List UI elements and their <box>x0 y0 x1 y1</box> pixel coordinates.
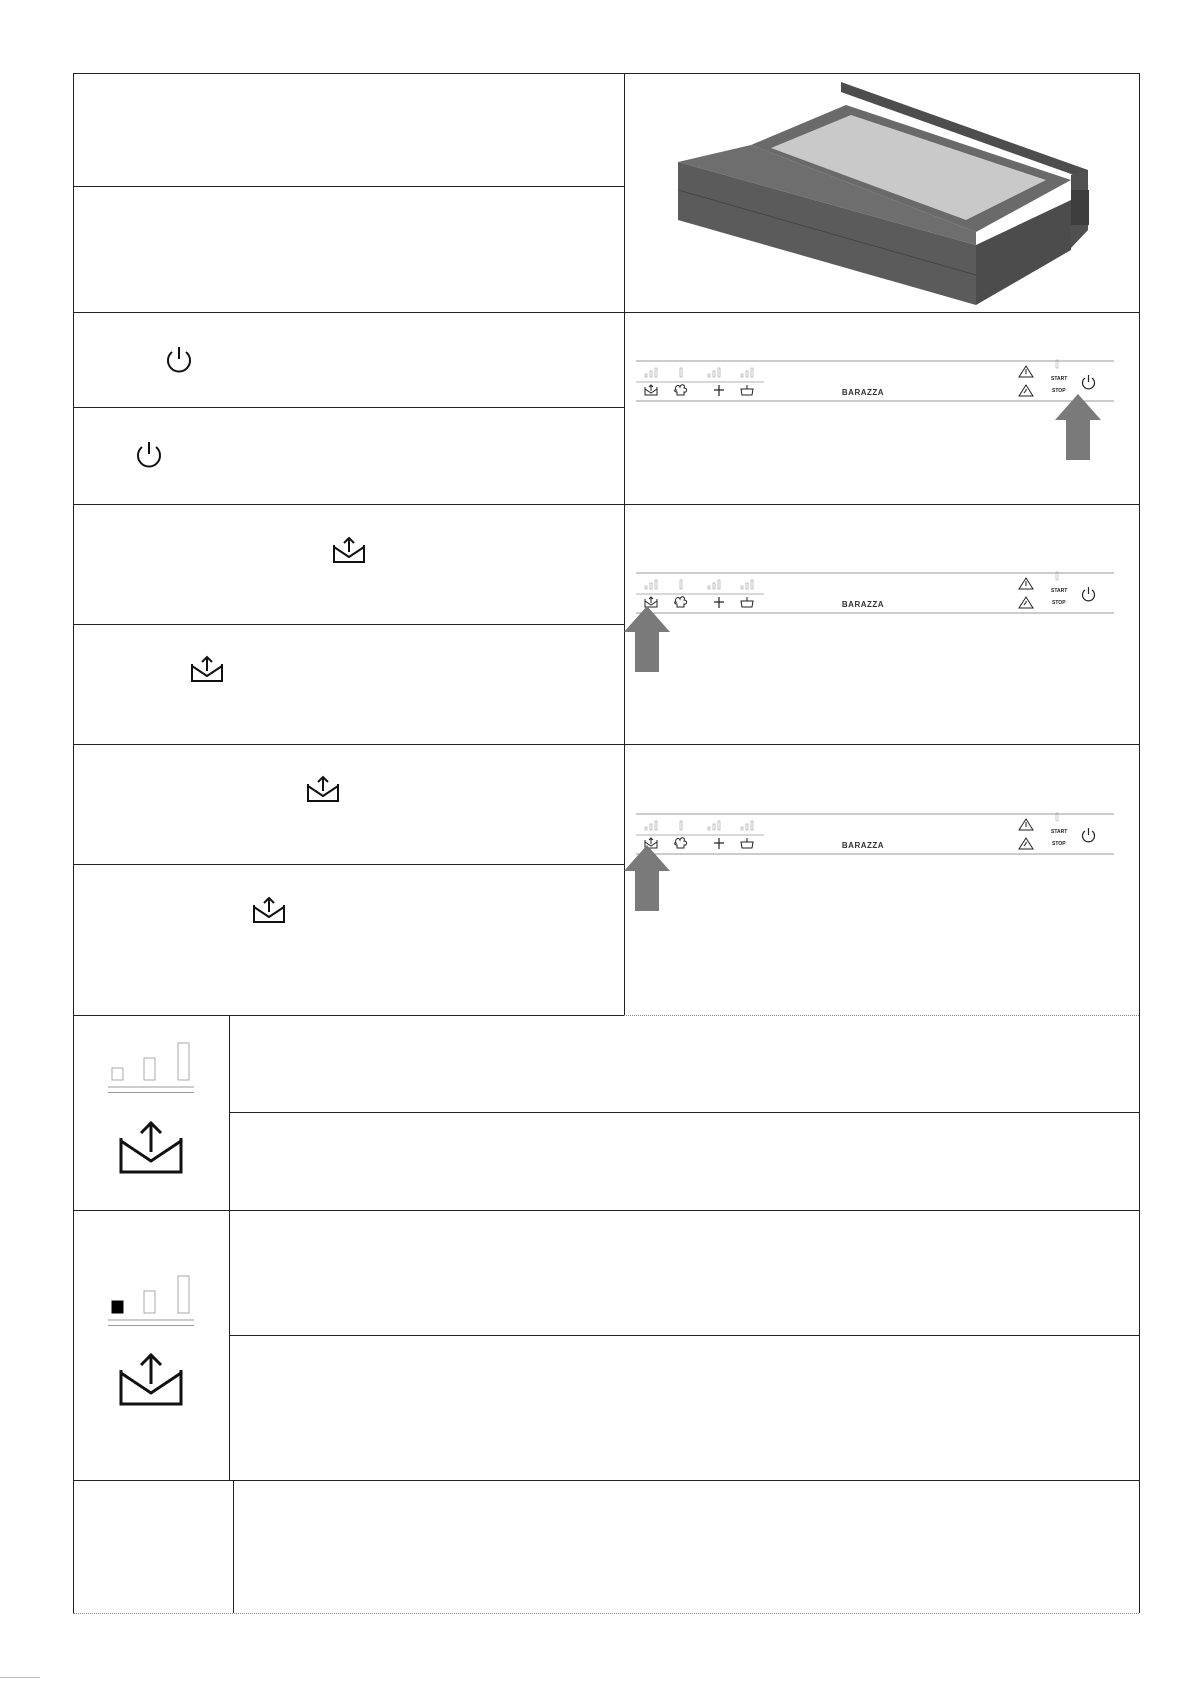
corner-mark <box>0 1677 40 1678</box>
power-icon <box>164 344 194 376</box>
row-divider <box>73 744 1139 745</box>
row-divider <box>624 1015 1139 1016</box>
row-divider <box>73 624 624 625</box>
power-icon <box>1083 587 1095 601</box>
envelope-send-icon <box>251 896 287 924</box>
svg-text:START: START <box>1051 588 1068 594</box>
warning-triangle-icon <box>1019 366 1033 377</box>
brand-label: BARAZZA <box>841 388 885 397</box>
envelope-send-icon <box>189 655 225 683</box>
envelope-send-icon <box>645 385 657 395</box>
level-bars-icon <box>645 580 753 589</box>
power-icon <box>1083 828 1095 842</box>
row-divider <box>73 864 624 865</box>
svg-text:STOP: STOP <box>1052 388 1066 394</box>
level-bars-icon <box>645 368 753 377</box>
brand-label: BARAZZA <box>841 600 885 609</box>
table-bottom-border <box>73 1613 1139 1614</box>
level-divider <box>108 1325 194 1326</box>
svg-text:START: START <box>1051 376 1068 382</box>
brand-label: BARAZZA <box>841 841 885 850</box>
row-divider <box>73 1015 624 1016</box>
power-icon <box>1083 375 1095 389</box>
control-panel <box>636 811 1114 857</box>
row-divider <box>73 312 1139 313</box>
pot-icon <box>741 385 753 395</box>
up-arrow-icon <box>624 606 670 672</box>
row-divider <box>73 1210 1139 1211</box>
envelope-send-icon <box>117 1352 185 1408</box>
power-icon <box>134 439 164 471</box>
chef-hat-icon <box>675 597 687 607</box>
plus-icon <box>714 385 724 396</box>
envelope-send-icon <box>117 1120 185 1176</box>
svg-text:STOP: STOP <box>1052 841 1066 847</box>
level-bars-icon <box>645 821 753 830</box>
level-divider <box>108 1092 194 1093</box>
row-divider <box>229 1335 1139 1336</box>
icon-column-divider <box>233 1480 234 1613</box>
row-divider <box>73 407 624 408</box>
icon-column-divider <box>229 1015 230 1480</box>
envelope-send-icon <box>305 775 341 803</box>
up-arrow-icon <box>624 845 670 911</box>
table-left-border <box>73 73 74 1613</box>
chef-hat-icon <box>675 838 687 848</box>
control-panel <box>636 358 1114 404</box>
level-bars-icon <box>108 1038 194 1088</box>
hot-surface-icon <box>1019 597 1033 608</box>
hot-surface-icon <box>1019 838 1033 849</box>
row-divider <box>73 504 1139 505</box>
svg-text:STOP: STOP <box>1052 600 1066 606</box>
warning-triangle-icon <box>1019 578 1033 589</box>
pot-icon <box>741 597 753 607</box>
up-arrow-icon <box>1055 394 1101 460</box>
svg-text:START: START <box>1051 829 1068 835</box>
level-bars-icon <box>108 1271 194 1321</box>
pot-icon <box>741 838 753 848</box>
chef-hat-icon <box>675 385 687 395</box>
row-divider <box>73 186 624 187</box>
row-divider <box>229 1112 1139 1113</box>
table-right-border <box>1139 73 1140 1613</box>
table-top-border <box>73 73 1139 74</box>
plus-icon <box>714 597 724 608</box>
warming-drawer-image <box>676 80 1096 305</box>
warning-triangle-icon <box>1019 819 1033 830</box>
hot-surface-icon <box>1019 385 1033 396</box>
control-panel <box>636 570 1114 616</box>
envelope-send-icon <box>331 536 367 564</box>
plus-icon <box>714 838 724 849</box>
